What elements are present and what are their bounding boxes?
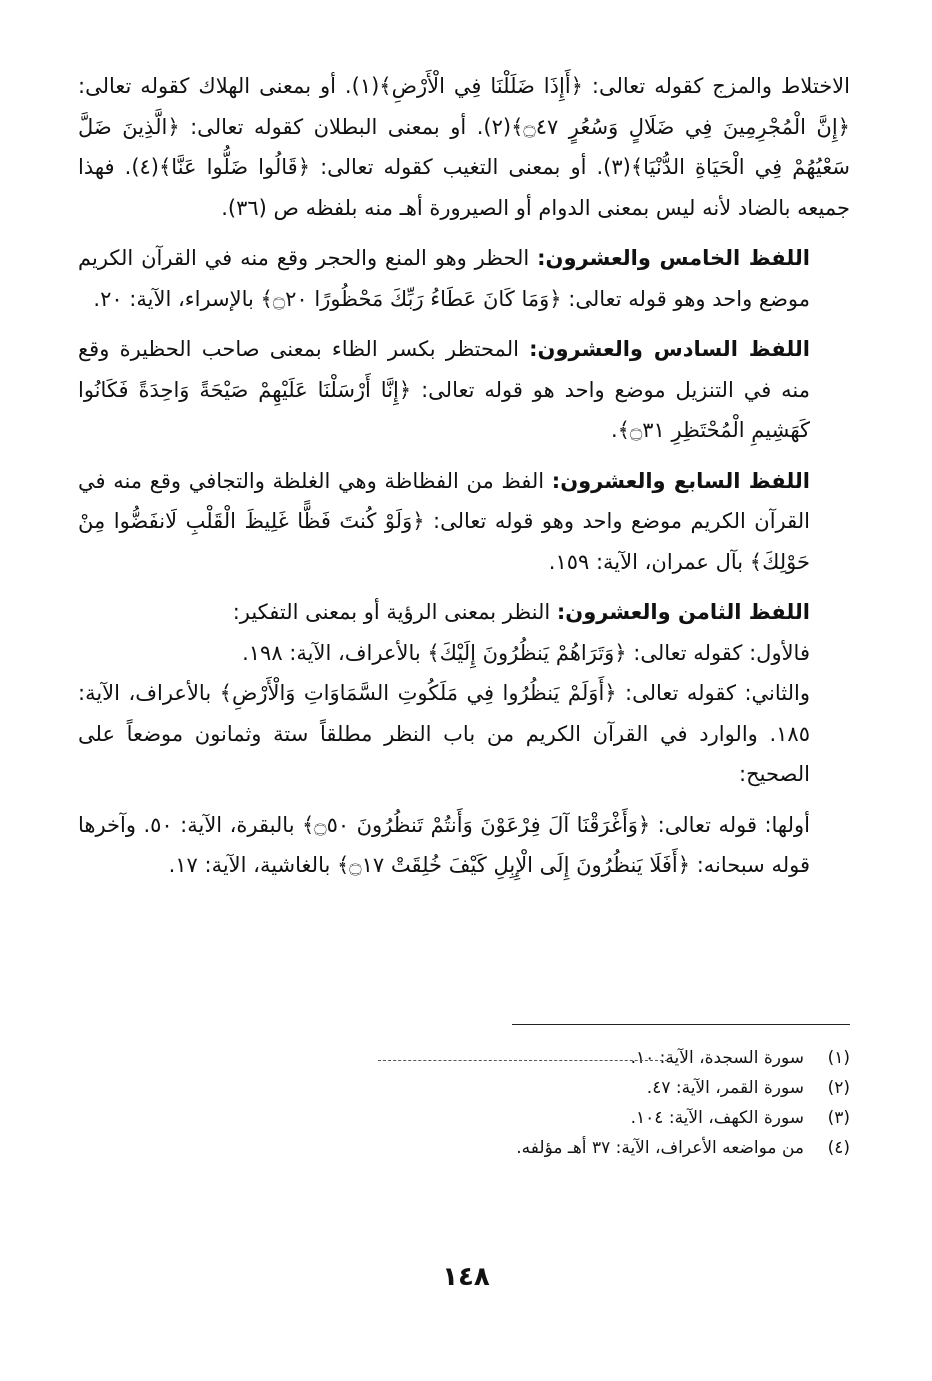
paragraph-3-text: المحتظر بكسر الظاء بمعنى صاحب الحظيرة وقع منه في التنزيل موضع واحد هو قوله تعالى: ﴿إِنَّا أَرْسَلْنَا عَلَيْهِمْ صَيْحَةً وَاحِدَةً فَكَانُوا كَهَشِيمِ الْمُحْتَظِرِ ۝٣١﴾.: [78, 337, 810, 442]
paragraph-4-text: الفظ من الفظاظة وهي الغلظة والتجافي وقع منه في القرآن الكريم موضع واحد وهو قوله تعالى: ﴿وَلَوْ كُنتَ فَظًّا غَلِيظَ الْقَلْبِ لَانفَضُّوا مِنْ حَوْلِكَ﴾ بآل عمران، الآية: ١٥٩.: [78, 468, 810, 574]
footnote-text: سورة السجدة، الآية: ١٠.: [630, 1048, 804, 1068]
paragraph-5: [78, 592, 850, 633]
footnote-dashed-rule: [378, 1060, 668, 1061]
section-heading-25: اللفظ الخامس والعشرون:: [537, 246, 810, 270]
footnote-number: (١): [827, 1048, 850, 1068]
footnote-number: (٣): [827, 1108, 850, 1128]
section-heading-27: اللفظ السابع والعشرون:: [551, 468, 810, 493]
footnote-separator: [512, 1024, 850, 1025]
section-heading-28: اللفظ الثامن والعشرون:: [556, 600, 810, 624]
paragraph-3: [78, 329, 850, 451]
paragraph-2: [78, 238, 850, 319]
paragraph-4: [78, 461, 850, 583]
footnote-item: [0, 1043, 850, 1073]
footnote-item: [0, 1103, 850, 1133]
footnote-item: [0, 1073, 850, 1103]
paragraph-8: أولها: قوله تعالى: ﴿وَأَغْرَقْنَا آلَ فِرْعَوْنَ وَأَنتُمْ تَنظُرُونَ ۝٥٠﴾ بالبقرة، الآية: ٥٠. وآخرها قوله سبحانه: ﴿أَفَلَا يَنظُرُونَ إِلَى الْإِبِلِ كَيْفَ خُلِقَتْ ۝١٧﴾ بالغاشية، الآية: ١٧.: [78, 812, 810, 877]
paragraph-5-text: النظر بمعنى الرؤية أو بمعنى التفكير:: [232, 600, 557, 624]
main-text: [78, 66, 850, 886]
footnote-text: سورة القمر، الآية: ٤٧.: [646, 1078, 804, 1098]
footnotes: [0, 1043, 850, 1163]
footnote-number: (٢): [827, 1078, 850, 1098]
footnote-item: [0, 1133, 850, 1163]
paragraph-1: الاختلاط والمزج كقوله تعالى: ﴿أَإِذَا ضَلَلْنَا فِي الْأَرْضِ﴾(١). أو بمعنى الهلاك كقوله تعالى: ﴿إِنَّ الْمُجْرِمِينَ فِي ضَلَالٍ وَسُعُرٍ ۝٤٧﴾(٢). أو بمعنى البطلان كقوله تعالى: ﴿الَّذِينَ ضَلَّ سَعْيُهُمْ فِي الْحَيَاةِ الدُّنْيَا﴾(٣). أو بمعنى التغيب كقوله تعالى: ﴿قَالُوا ضَلُّوا عَنَّا﴾(٤). فهذا جميعه بالضاد لأنه ليس بمعنى الدوام أو الصيرورة أهـ منه بلفظه ص (٣٦).: [78, 74, 850, 220]
page-number: ١٤٨: [442, 1262, 490, 1292]
paragraph-6: فالأول: كقوله تعالى: ﴿وَتَرَاهُمْ يَنظُرُونَ إِلَيْكَ﴾ بالأعراف، الآية: ١٩٨.: [242, 640, 810, 665]
footnote-text: سورة الكهف، الآية: ١٠٤.: [630, 1108, 804, 1128]
footnote-text: من مواضعه الأعراف، الآية: ٣٧ أهـ مؤلفه.: [516, 1138, 804, 1158]
section-heading-26: اللفظ السادس والعشرون:: [529, 337, 810, 361]
paragraph-2-text: الحظر وهو المنع والحجر وقع منه في القرآن الكريم موضع واحد وهو قوله تعالى: ﴿وَمَا كَانَ عَطَاءُ رَبِّكَ مَحْظُورًا ۝٢٠﴾ بالإسراء، الآية: ٢٠.: [78, 246, 810, 311]
footnote-number: (٤): [827, 1138, 850, 1158]
paragraph-7: والثاني: كقوله تعالى: ﴿أَوَلَمْ يَنظُرُوا فِي مَلَكُوتِ السَّمَاوَاتِ وَالْأَرْضِ﴾ بالأعراف، الآية: ١٨٥. والوارد في القرآن الكريم من باب النظر مطلقاً ستة وثمانون موضعاً على الصحيح:: [78, 681, 810, 786]
